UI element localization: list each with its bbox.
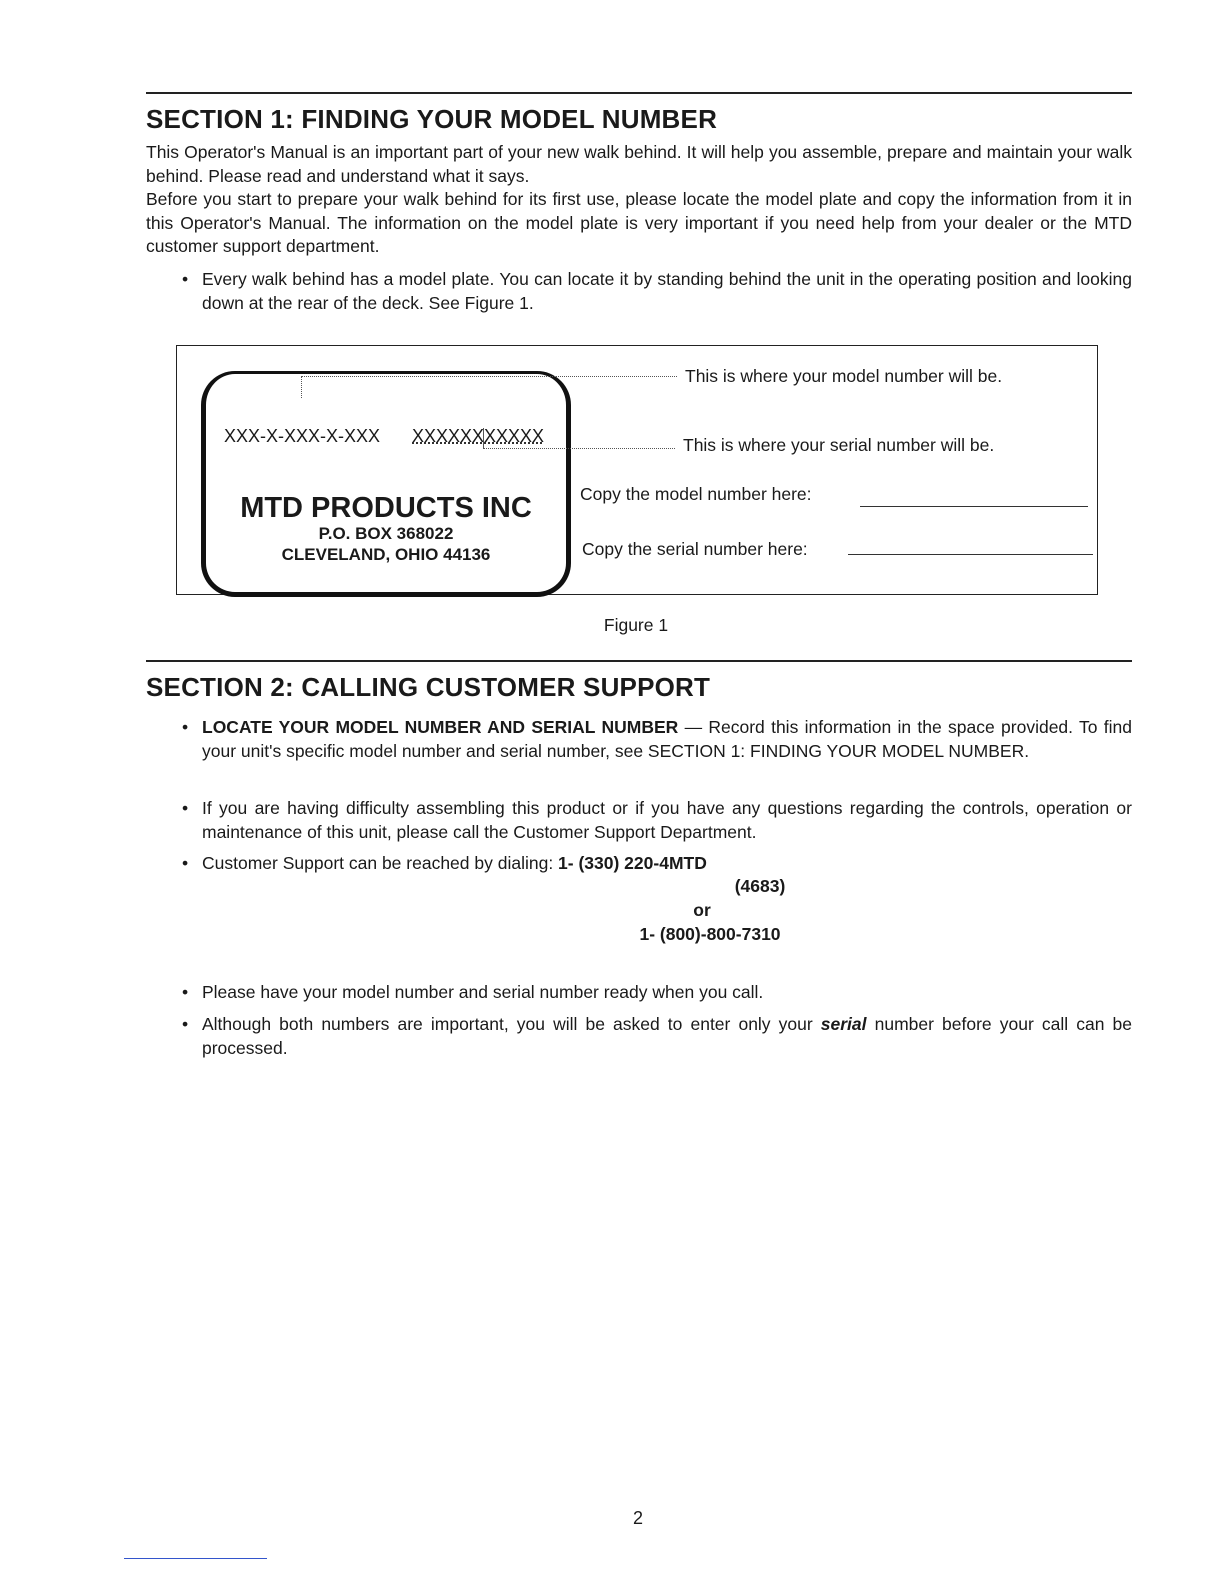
- section2-bullet-locate: [180, 716, 1132, 763]
- section1-locate-paragraph: Before you start to prepare your walk behind for its first use, please locate the model plate and copy the information from it in this Operator's Manual. The information on the model plate is very important if you need help from your dealer or the MTD customer support department.: [146, 189, 1132, 256]
- phone-number-alt-digits: (4683): [734, 876, 786, 896]
- footer-link-underline: [124, 1558, 267, 1559]
- serial-number-placeholder: XXXXXXXXXXX: [412, 426, 545, 446]
- copy-model-label: Copy the model number here:: [580, 484, 812, 504]
- bullet-text: Every walk behind has a model plate. You can locate it by standing behind the unit in the operating position and looking down at the rear of the deck. See Figure 1.: [202, 269, 1132, 313]
- section1-bullet-model-plate: [180, 268, 1132, 315]
- ready-text: Please have your model number and serial number ready when you call.: [202, 982, 764, 1002]
- figure1-caption: Figure 1: [603, 615, 669, 635]
- section1-intro-paragraph: This Operator's Manual is an important part of your new walk behind. It will help you assemble, prepare and maintain your walk behind. Please read and understand what it says.: [146, 142, 1132, 186]
- difficulty-text: If you are having difficulty assembling this product or if you have any questions regarding the controls, operation or maintenance of this unit, please call the Customer Support Department.: [202, 798, 1132, 842]
- section2-bullet-dialing: [180, 852, 880, 876]
- phone-or-separator: or: [693, 900, 711, 920]
- section2-bullet-ready: [180, 981, 1132, 1005]
- dialing-text: Customer Support can be reached by dialing:: [202, 853, 559, 873]
- bullet-dot: •: [182, 717, 189, 737]
- phone-number-primary[interactable]: 1- (330) 220-4MTD: [558, 853, 707, 873]
- serial-text-pre: Although both numbers are important, you will be asked to enter only your: [202, 1014, 821, 1034]
- serial-text-post: number before your call can be processed.: [202, 1014, 1132, 1058]
- plate-company-name: MTD PRODUCTS INC: [240, 492, 532, 524]
- bullet-dot: •: [182, 269, 189, 289]
- serial-leader-tick: [483, 428, 484, 448]
- section2-bullet-difficulty: [180, 797, 1132, 844]
- page-number: 2: [632, 1508, 643, 1528]
- figure1-box: [176, 345, 1098, 595]
- bullet-dot: •: [182, 853, 189, 873]
- bullet-dot: •: [182, 982, 189, 1002]
- bullet-dot: •: [182, 798, 189, 818]
- plate-city: CLEVELAND, OHIO 44136: [281, 545, 491, 564]
- section1-top-rule: [146, 92, 1132, 94]
- plate-po-box: P.O. BOX 368022: [318, 524, 454, 543]
- bullet-dot: •: [182, 1014, 189, 1034]
- model-number-note: This is where your model number will be.: [685, 366, 1003, 386]
- model-number-placeholder: XXX-X-XXX-X-XXX: [224, 426, 381, 446]
- serial-number-note: This is where your serial number will be.: [683, 435, 995, 455]
- copy-model-blank-line[interactable]: [860, 506, 1088, 507]
- model-plate-illustration: [201, 371, 571, 597]
- section2-title: SECTION 2: CALLING CUSTOMER SUPPORT: [146, 672, 711, 702]
- model-leader-line: [301, 376, 677, 377]
- section1-title: SECTION 1: FINDING YOUR MODEL NUMBER: [146, 104, 718, 134]
- serial-emphasis: serial: [820, 1014, 867, 1034]
- copy-serial-label: Copy the serial number here:: [582, 539, 808, 559]
- section2-top-rule: [146, 660, 1132, 662]
- section2-bullet-serial: [180, 1013, 1132, 1060]
- copy-serial-blank-line[interactable]: [848, 554, 1093, 555]
- serial-leader-line: [483, 448, 675, 449]
- locate-bold-text: LOCATE YOUR MODEL NUMBER AND SERIAL NUMBER: [202, 717, 679, 737]
- locate-text: — Record this information in the space provided. To find your unit's specific model number and serial number, see SECTION 1: FINDING YOUR MODEL NUMBER.: [202, 717, 1133, 761]
- model-leader-tick: [301, 376, 302, 398]
- phone-number-secondary[interactable]: 1- (800)-800-7310: [639, 924, 781, 944]
